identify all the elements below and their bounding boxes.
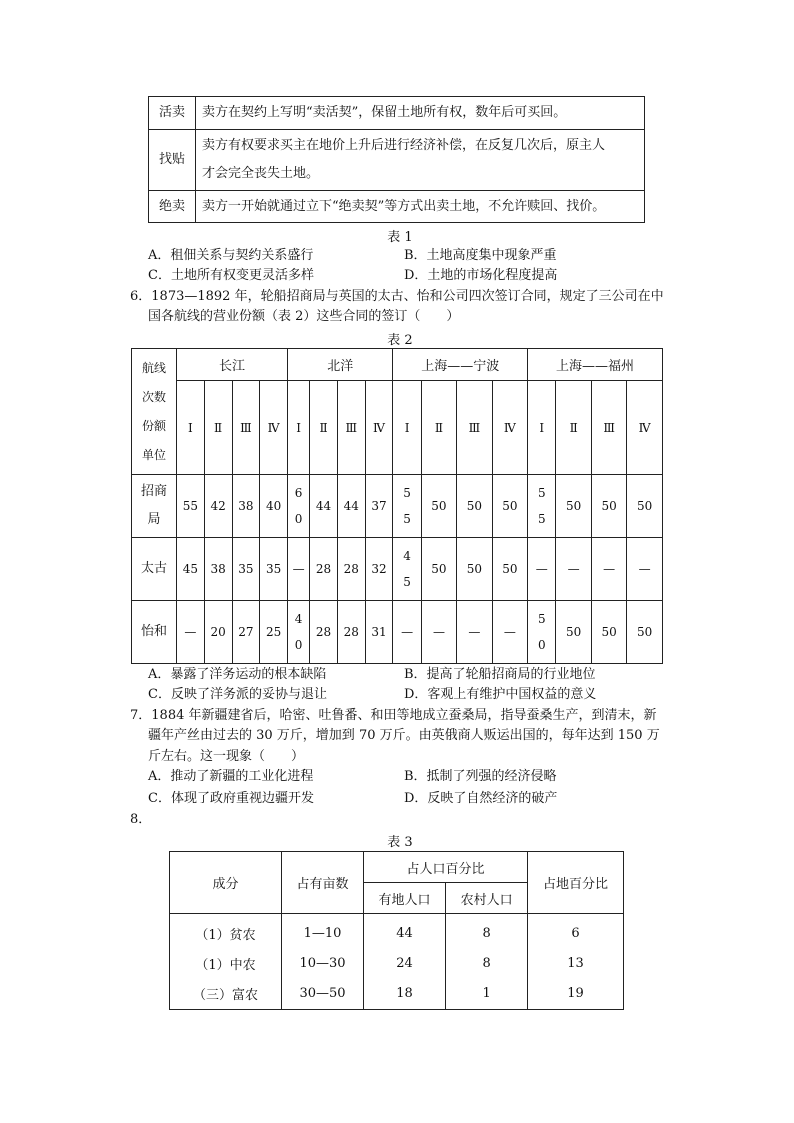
table-cell <box>393 475 421 538</box>
period-header: Ⅲ <box>337 381 365 475</box>
option-b: B．抵制了列强的经济侵略 <box>404 769 557 784</box>
period-header: Ⅱ <box>421 381 456 475</box>
period-header: Ⅰ <box>288 381 310 475</box>
table-cell: 10—30 <box>281 948 363 978</box>
row-header-part: 招商 <box>140 484 167 499</box>
route-header: 上海——福州 <box>528 349 663 381</box>
option-c: C．体现了政府重视边疆开发 <box>148 791 314 806</box>
table-cell: 50 <box>492 475 527 538</box>
table-caption: 表 2 <box>387 333 413 348</box>
route-header: 北洋 <box>288 349 393 381</box>
cell-part: 6 <box>294 486 303 500</box>
table-cell: 19 <box>528 978 624 1009</box>
table-row <box>132 538 663 601</box>
period-header: Ⅳ <box>492 381 527 475</box>
table-row <box>170 978 624 1009</box>
cell-part: 0 <box>294 512 303 526</box>
table-cell: 50 <box>591 601 626 664</box>
cell-part: 5 <box>403 486 411 500</box>
table-cell: 50 <box>457 475 492 538</box>
table-corner-cell <box>132 349 177 475</box>
row-header <box>132 475 177 538</box>
table-cell: （1）贫农 <box>170 914 282 949</box>
table-cell: — <box>528 538 556 601</box>
table-row <box>132 381 663 475</box>
table-cell: — <box>492 601 527 664</box>
table-cell: — <box>457 601 492 664</box>
table-cell: — <box>556 538 591 601</box>
table-cell: 20 <box>204 601 232 664</box>
table-caption: 表 1 <box>387 230 413 245</box>
cell-part: 5 <box>403 575 411 589</box>
table-cell: 6 <box>528 914 624 949</box>
cell-part: 0 <box>294 638 303 652</box>
table-cell <box>196 130 645 191</box>
cell-line: 才会完全丧失土地。 <box>202 166 320 181</box>
table-1 <box>148 96 645 223</box>
table-cell: 50 <box>627 475 663 538</box>
header-rural-pop: 农村人口 <box>446 883 528 914</box>
cell-part: 5 <box>537 612 546 626</box>
table-cell: — <box>177 601 205 664</box>
row-header: 怡和 <box>132 601 177 664</box>
table-cell: 30—50 <box>281 978 363 1009</box>
corner-label: 单位 <box>141 447 166 462</box>
table-cell: 40 <box>260 475 288 538</box>
cell-part: 4 <box>403 549 411 563</box>
period-header: Ⅲ <box>591 381 626 475</box>
option-b: B．提高了轮船招商局的行业地位 <box>404 667 596 682</box>
table-row <box>170 852 624 883</box>
table-cell: 44 <box>364 914 446 949</box>
header-class: 成分 <box>170 852 282 914</box>
question-text: 疆年产丝由过去的 30 万斤，增加到 70 万斤。由英俄商人贩运出国的，每年达到 150 万 <box>148 728 660 743</box>
period-header: Ⅳ <box>365 381 393 475</box>
option-a: A．暴露了洋务运动的根本缺陷 <box>148 667 327 682</box>
row-header: 太古 <box>132 538 177 601</box>
table-cell: 50 <box>421 538 456 601</box>
table-cell: 50 <box>627 601 663 664</box>
period-header: Ⅱ <box>556 381 591 475</box>
cell-part: 5 <box>537 486 546 500</box>
table-cell: 55 <box>177 475 205 538</box>
table-cell: 找贴 <box>149 130 196 191</box>
table-row <box>132 349 663 381</box>
table-2 <box>131 348 663 664</box>
table-cell: 50 <box>556 475 591 538</box>
table-cell: 50 <box>421 475 456 538</box>
table-row <box>149 130 645 191</box>
header-population: 占人口百分比 <box>364 852 528 883</box>
header-acres: 占有亩数 <box>281 852 363 914</box>
table-cell: 24 <box>364 948 446 978</box>
cell-part: 5 <box>403 512 411 526</box>
question-text: 6．1873—1892 年，轮船招商局与英国的太古、怡和公司四次签订合同，规定了三公司在中 <box>130 289 664 304</box>
table-cell: 8 <box>446 948 528 978</box>
table-cell: 28 <box>310 538 338 601</box>
table-cell <box>528 601 556 664</box>
table-row <box>170 914 624 949</box>
table-cell: 44 <box>337 475 365 538</box>
question-text: 斤左右。这一现象（ ） <box>148 749 305 764</box>
table-cell: 50 <box>457 538 492 601</box>
table-cell: 18 <box>364 978 446 1009</box>
table-caption: 表 3 <box>387 835 413 850</box>
period-header: Ⅰ <box>177 381 205 475</box>
table-cell: 38 <box>204 538 232 601</box>
header-land: 占地百分比 <box>528 852 624 914</box>
cell-part: 0 <box>537 638 546 652</box>
table-cell: — <box>421 601 456 664</box>
table-cell: 28 <box>310 601 338 664</box>
period-header: Ⅰ <box>393 381 421 475</box>
table-cell <box>393 538 421 601</box>
table-cell: 42 <box>204 475 232 538</box>
table-cell: 37 <box>365 475 393 538</box>
table-cell: 45 <box>177 538 205 601</box>
period-header: Ⅱ <box>310 381 338 475</box>
period-header: Ⅱ <box>204 381 232 475</box>
table-cell: 卖方一开始就通过立下“绝卖契”等方式出卖土地，不允许赎回、找价。 <box>196 191 645 223</box>
table-cell: — <box>288 538 310 601</box>
table-row <box>149 97 645 130</box>
table-row <box>132 601 663 664</box>
table-cell: 8 <box>446 914 528 949</box>
cell-part: 4 <box>294 612 303 626</box>
period-header: Ⅲ <box>232 381 260 475</box>
table-cell: 活卖 <box>149 97 196 130</box>
table-cell: 卖方在契约上写明“卖活契”，保留土地所有权，数年后可买回。 <box>196 97 645 130</box>
question-number: 8． <box>130 812 152 827</box>
period-header: Ⅳ <box>260 381 288 475</box>
table-cell: 35 <box>232 538 260 601</box>
route-header: 上海——宁波 <box>393 349 528 381</box>
header-landed-pop: 有地人口 <box>364 883 446 914</box>
option-d: D．反映了自然经济的破产 <box>404 791 558 806</box>
table-cell: 绝卖 <box>149 191 196 223</box>
corner-label: 航线 <box>141 360 166 375</box>
corner-label: 次数 <box>141 389 166 404</box>
route-header: 长江 <box>177 349 288 381</box>
table-cell: — <box>627 538 663 601</box>
table-cell <box>288 475 310 538</box>
corner-label: 份额 <box>141 418 166 433</box>
option-d: D．客观上有维护中国权益的意义 <box>404 687 597 702</box>
table-cell: 27 <box>232 601 260 664</box>
table-cell <box>528 475 556 538</box>
table-cell: 50 <box>556 601 591 664</box>
table-cell <box>288 601 310 664</box>
option-b: B．土地高度集中现象严重 <box>404 248 557 263</box>
table-row <box>170 948 624 978</box>
table-cell: — <box>393 601 421 664</box>
table-cell: 44 <box>310 475 338 538</box>
option-c: C．土地所有权变更灵活多样 <box>148 268 314 283</box>
table-cell: （三）富农 <box>170 978 282 1009</box>
table-cell: 50 <box>591 475 626 538</box>
table-cell: 1—10 <box>281 914 363 949</box>
table-cell: 35 <box>260 538 288 601</box>
cell-part: 5 <box>537 512 546 526</box>
table-cell: 31 <box>365 601 393 664</box>
table-cell: 13 <box>528 948 624 978</box>
cell-line: 卖方有权要求买主在地价上升后进行经济补偿，在反复几次后，原主人 <box>202 138 606 153</box>
period-header: Ⅲ <box>457 381 492 475</box>
option-c: C．反映了洋务派的妥协与退让 <box>148 687 327 702</box>
period-header: Ⅰ <box>528 381 556 475</box>
table-cell: 25 <box>260 601 288 664</box>
option-a: A．租佃关系与契约关系盛行 <box>148 248 314 263</box>
question-text: 7．1884 年新疆建省后，哈密、吐鲁番、和田等地成立蚕桑局，指导蚕桑生产，到清末，新 <box>130 708 657 723</box>
table-cell: 32 <box>365 538 393 601</box>
question-text: 国各航线的营业份额（表 2）这些合同的签订（ ） <box>148 309 460 324</box>
table-cell: 28 <box>337 601 365 664</box>
table-cell: — <box>591 538 626 601</box>
table-cell: 50 <box>492 538 527 601</box>
option-d: D．土地的市场化程度提高 <box>404 268 558 283</box>
table-row <box>132 475 663 538</box>
row-header-part: 局 <box>147 512 161 527</box>
table-3 <box>169 851 624 1010</box>
table-cell: 28 <box>337 538 365 601</box>
table-cell: 38 <box>232 475 260 538</box>
option-a: A．推动了新疆的工业化进程 <box>148 769 314 784</box>
period-header: Ⅳ <box>627 381 663 475</box>
table-cell: （1）中农 <box>170 948 282 978</box>
table-row <box>149 191 645 223</box>
table-cell: 1 <box>446 978 528 1009</box>
